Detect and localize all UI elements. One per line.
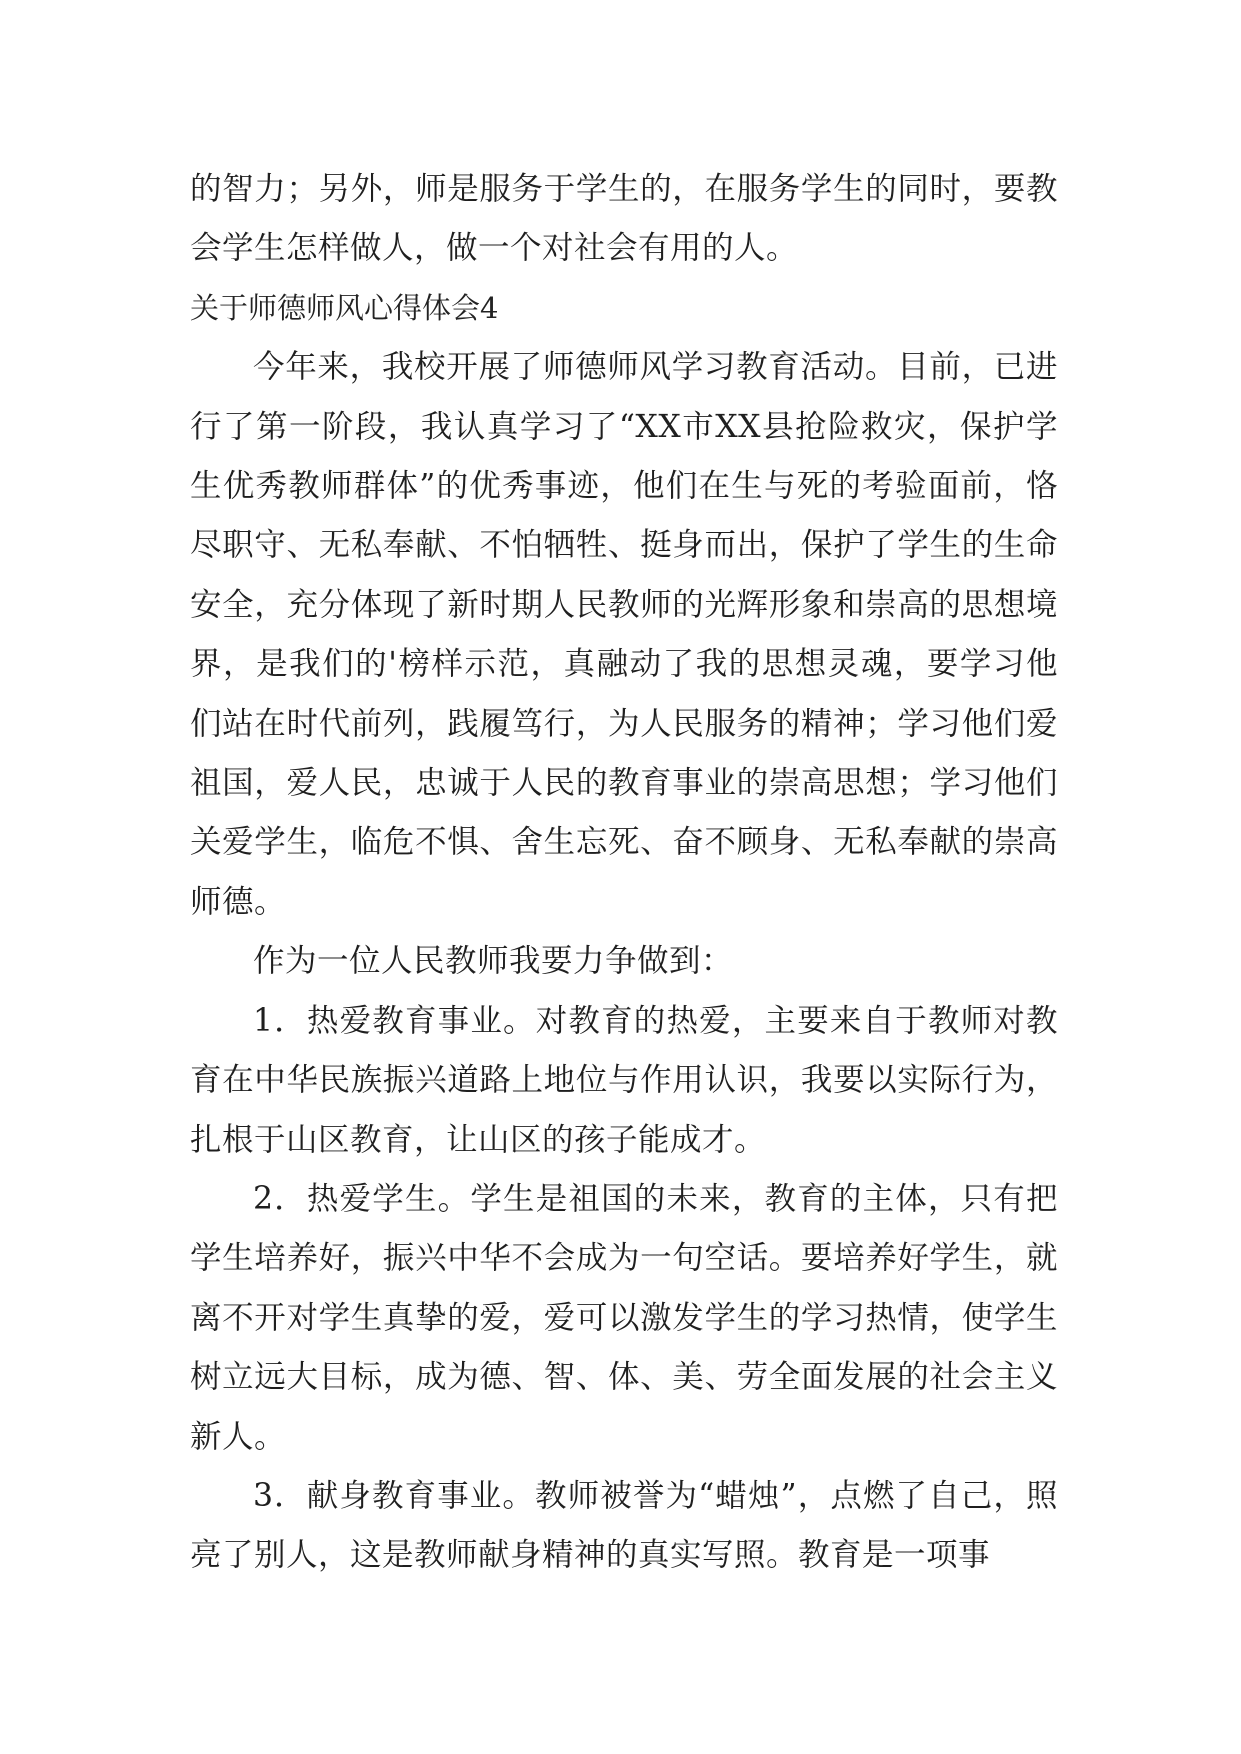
document-body: [190, 160, 1058, 1586]
body-paragraph-1: 今年来，我校开展了师德师风学习教育活动。目前，已进行了第一阶段，我认真学习了“XX市XX县抢险救灾，保护学生优秀教师群体”的优秀事迹，他们在生与死的考验面前，恪尽职守、无私奉献、不怕牺牲、挺身而出，保护了学生的生命安全，充分体现了新时期人民教师的光辉形象和崇高的思想境界，是我们的'榜样示范，真融动了我的思想灵魂，要学习他们站在时代前列，践履笃行，为人民服务的精神；学习他们爱祖国，爱人民，忠诚于人民的教育事业的崇高思想；学习他们关爱学生，临危不惧、舍生忘死、奋不顾身、无私奉献的崇高师德。: [190, 349, 1058, 920]
list-item-1: 1．热爱教育事业。对教育的热爱，主要来自于教师对教育在中华民族振兴道路上地位与作用认识，我要以实际行为，扎根于山区教育，让山区的孩子能成才。: [190, 1002, 1058, 1158]
section-heading: 关于师德师风心得体会4: [190, 290, 499, 325]
continuation-paragraph: 的智力；另外，师是服务于学生的，在服务学生的同时，要教会学生怎样做人，做一个对社会有用的人。: [190, 171, 1058, 267]
list-item-3: 3．献身教育事业。教师被誉为“蜡烛”，点燃了自己，照亮了别人，这是教师献身精神的真实写照。教育是一项事: [190, 1477, 1058, 1574]
body-paragraph-2: 作为一位人民教师我要力争做到：: [253, 943, 734, 980]
list-item-2: 2．热爱学生。学生是祖国的未来，教育的主体，只有把学生培养好，振兴中华不会成为一句空话。要培养好学生，就离不开对学生真挚的爱，爱可以激发学生的学习热情，使学生树立远大目标，成为德、智、体、美、劳全面发展的社会主义新人。: [190, 1180, 1058, 1455]
